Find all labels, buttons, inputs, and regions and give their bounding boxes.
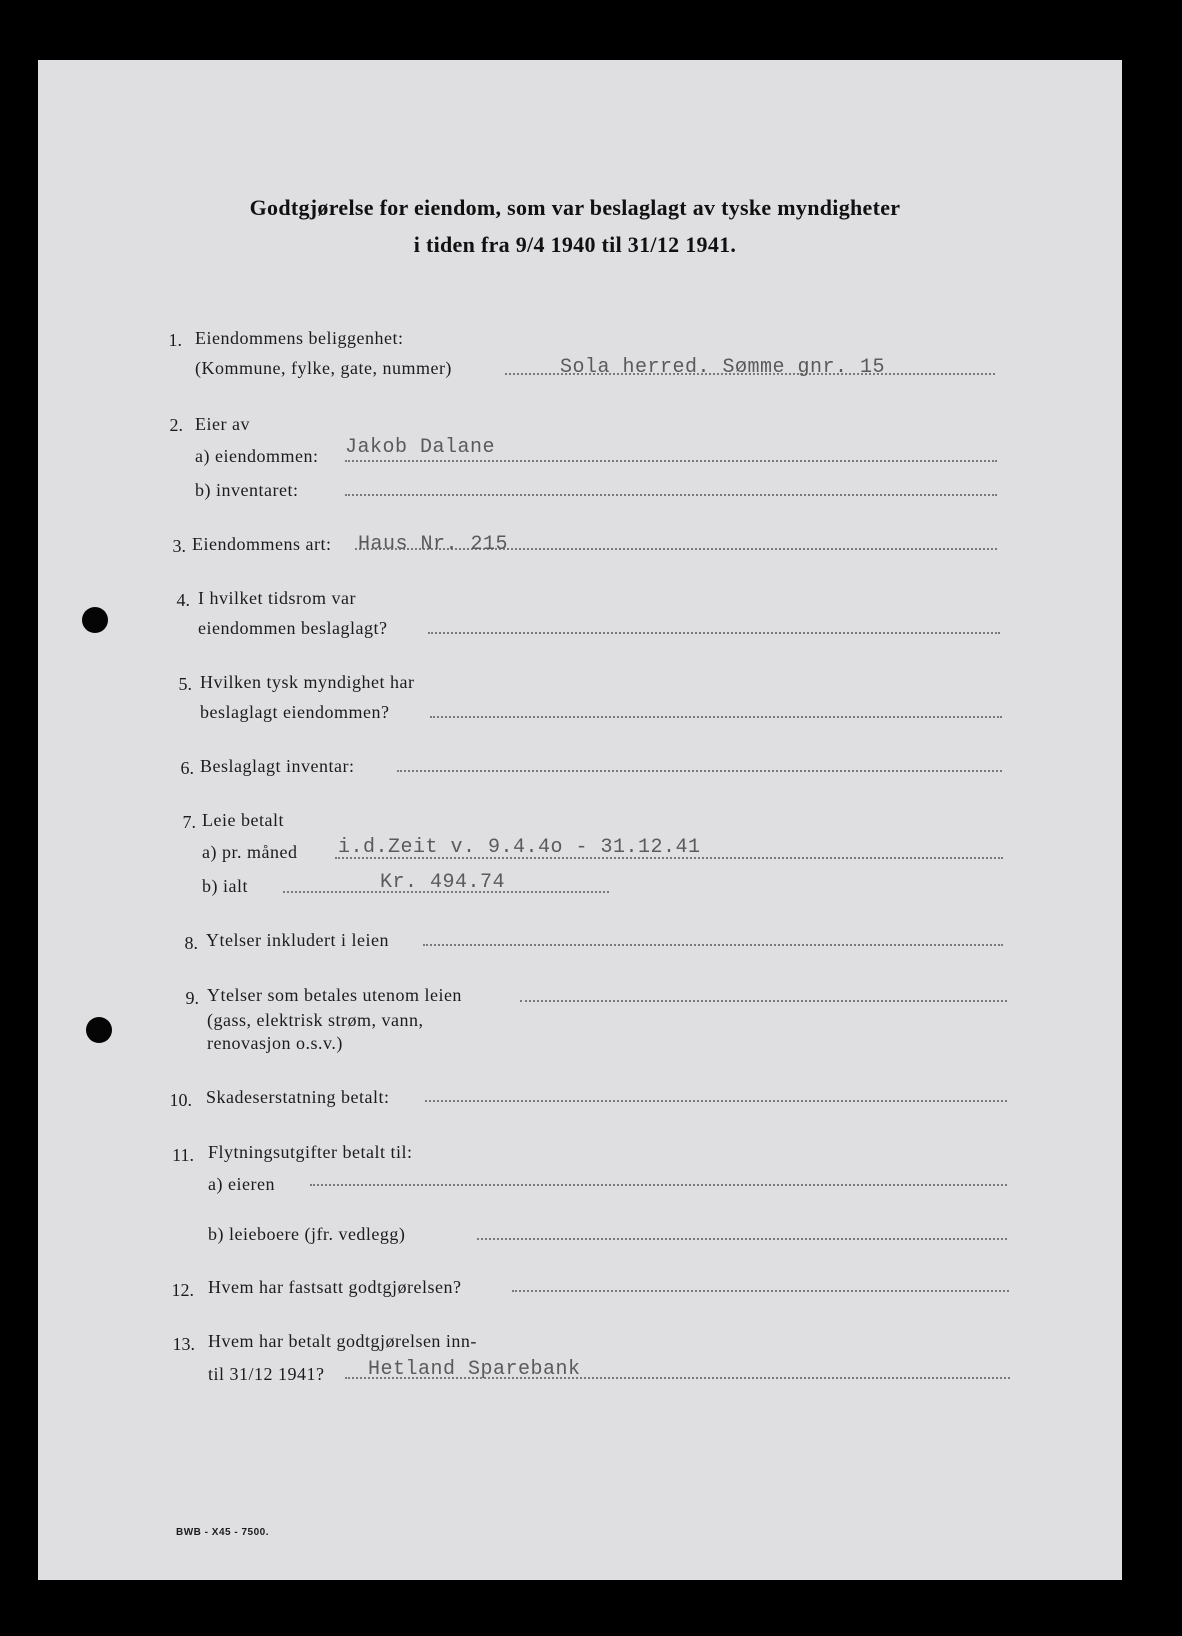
- item-11a-field-line: [310, 1184, 1007, 1186]
- item-4-number: 4.: [176, 590, 190, 610]
- item-10-label: Skadeserstatning betalt:: [206, 1087, 390, 1107]
- item-3-answer: Haus Nr. 215: [358, 533, 509, 556]
- form-footer-code: BWB - X45 - 7500.: [176, 1527, 269, 1538]
- item-10-field-line: [425, 1100, 1007, 1102]
- item-11b-label: b) leieboere (jfr. vedlegg): [208, 1224, 406, 1244]
- item-1-answer: Sola herred. Sømme gnr. 15: [560, 356, 886, 379]
- item-3-label: Eiendommens art:: [192, 534, 332, 554]
- item-7-number: 7.: [182, 812, 196, 832]
- form-title-line2: i tiden fra 9/4 1940 til 31/12 1941.: [413, 232, 737, 257]
- item-6-number: 6.: [180, 758, 194, 778]
- item-4-label: I hvilket tidsrom var: [198, 588, 356, 608]
- item-7-label: Leie betalt: [202, 810, 284, 830]
- item-2b-field-line: [345, 494, 997, 496]
- item-4-field-line: [428, 632, 1000, 634]
- item-8-number: 8.: [184, 933, 198, 953]
- item-6-field-line: [397, 770, 1002, 772]
- item-1-sublabel: (Kommune, fylke, gate, nummer): [195, 358, 452, 378]
- item-9-sublabel: (gass, elektrisk strøm, vann,: [207, 1010, 424, 1030]
- item-2-label: Eier av: [195, 414, 250, 434]
- item-11a-label: a) eieren: [208, 1174, 275, 1194]
- item-12-field-line: [512, 1290, 1009, 1292]
- item-6-label: Beslaglagt inventar:: [200, 756, 355, 776]
- item-5-number: 5.: [178, 674, 192, 694]
- item-12-number: 12.: [171, 1280, 194, 1300]
- item-2b-label: b) inventaret:: [195, 480, 299, 500]
- item-2a-field-line: [345, 460, 997, 462]
- item-9-number: 9.: [185, 988, 199, 1008]
- item-9-sublabel-2: renovasjon o.s.v.): [207, 1033, 343, 1053]
- item-9-field-line: [520, 1000, 1007, 1002]
- item-5-field-line: [430, 716, 1002, 718]
- item-7b-answer: Kr. 494.74: [380, 871, 506, 894]
- item-2-number: 2.: [169, 415, 183, 435]
- item-13-answer: Hetland Sparebank: [368, 1358, 581, 1381]
- item-11-label: Flytningsutgifter betalt til:: [208, 1142, 413, 1162]
- item-7a-label: a) pr. måned: [202, 842, 298, 862]
- form-page: [38, 60, 1122, 1580]
- item-7b-label: b) ialt: [202, 876, 248, 896]
- punch-hole-bottom: [86, 1017, 112, 1043]
- item-13-number: 13.: [172, 1334, 195, 1354]
- item-11b-field-line: [477, 1238, 1007, 1240]
- item-12-label: Hvem har fastsatt godtgjørelsen?: [208, 1277, 462, 1297]
- item-2a-answer: Jakob Dalane: [345, 436, 496, 459]
- item-8-field-line: [423, 944, 1003, 946]
- punch-hole-top: [82, 607, 108, 633]
- item-1-number: 1.: [168, 330, 182, 350]
- item-5-sublabel: beslaglagt eiendommen?: [200, 702, 390, 722]
- item-5-label: Hvilken tysk myndighet har: [200, 672, 415, 692]
- item-7a-answer: i.d.Zeit v. 9.4.4o - 31.12.41: [338, 836, 701, 859]
- item-10-number: 10.: [169, 1090, 192, 1110]
- item-11-number: 11.: [172, 1145, 194, 1165]
- item-2a-label: a) eiendommen:: [195, 446, 319, 466]
- item-8-label: Ytelser inkludert i leien: [206, 930, 389, 950]
- form-title-line1: Godtgjørelse for eiendom, som var beslaglagt av tyske myndigheter: [249, 195, 901, 220]
- item-4-sublabel: eiendommen beslaglagt?: [198, 618, 388, 638]
- item-13-label: Hvem har betalt godtgjørelsen inn-: [208, 1331, 477, 1351]
- item-13-sublabel: til 31/12 1941?: [208, 1364, 325, 1384]
- item-3-number: 3.: [172, 536, 186, 556]
- item-9-label: Ytelser som betales utenom leien: [207, 985, 462, 1005]
- item-1-label: Eiendommens beliggenhet:: [195, 328, 404, 348]
